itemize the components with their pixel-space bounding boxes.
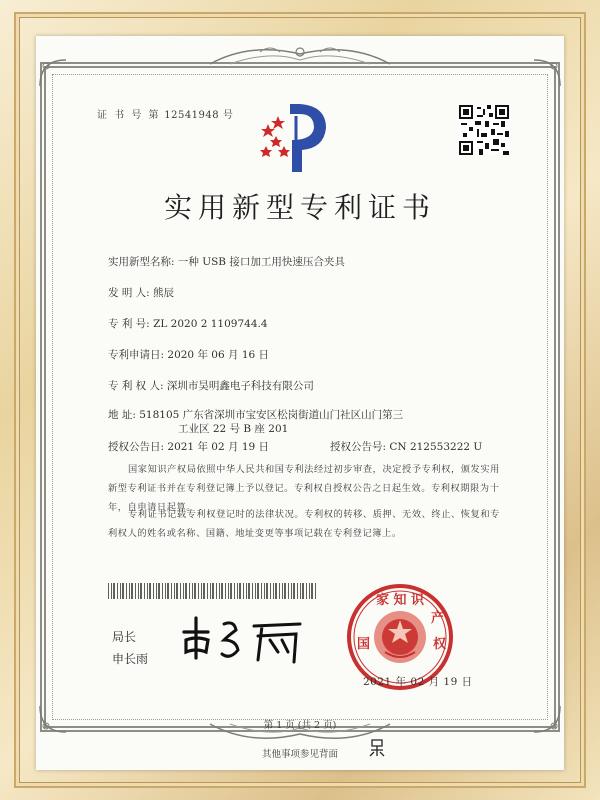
field-label: 专 利 权 人: [108,380,164,392]
grant-date-row [108,439,269,454]
field-label: 专 利 号: [108,318,150,330]
certificate-number: 证 书 号 第 12541948 号 [97,110,234,121]
qr-code-icon [459,105,509,155]
address-row [108,407,403,422]
patent-number-row [108,316,268,331]
address-line-2: 工业区 22 号 B 座 201 [178,423,289,435]
filing-date-row [108,347,269,362]
signature-icon [178,610,308,670]
legal-paragraph-1: 国家知识产权局依照中华人民共和国专利法经过初步审查，决定授予专利权，颁发实用新型专利证书并在专利登记簿上予以登记。专利权自授权公告之日起生效。专利权期限为十年，自申请日起算。 [108,464,500,513]
legal-paragraph-2: 专利证书记载专利权登记时的法律状况。专利权的转移、质押、无效、终止、恢复和专利权人的姓名或名称、国籍、地址变更等事项记载在专利登记簿上。 [108,509,500,539]
page-indicator: 第 1 页 (共 2 页) [263,720,337,731]
handwritten-mark-icon [366,736,388,758]
field-value: 深圳市昊明鑫电子科技有限公司 [166,380,314,392]
svg-text:国: 国 [357,637,371,652]
field-label: 发 明 人: [108,287,150,299]
seal-date: 2021 年 02 月 19 日 [363,676,473,688]
director-title: 局长 [112,630,137,644]
field-label: 授权公告日: [108,441,165,453]
field-value: 518105 广东省深圳市宝安区松岗街道山门社区山门第三 [139,409,404,421]
field-label: 实用新型名称: [108,256,175,268]
inventor-row [108,285,174,300]
field-label: 专利申请日: [108,349,165,361]
field-value: 2020 年 06 月 16 日 [167,349,270,361]
field-value: CN 212553222 U [389,441,483,453]
svg-text:权: 权 [433,637,447,652]
field-label: 地 址: [108,409,136,421]
field-label: 授权公告号: [330,441,387,453]
field-value: 熊辰 [153,287,175,299]
back-note: 其他事项参见背面 [261,749,338,760]
certificate-title: 实用新型专利证书 [163,191,436,224]
patentee-row [108,378,314,393]
field-value: 2021 年 02 月 19 日 [167,441,270,453]
barcode [108,583,318,599]
corner-ornament-icon [530,56,564,90]
director-name: 申长雨 [112,652,149,666]
corner-ornament-icon [36,56,70,90]
field-value: 一种 USB 接口加工用快速压合夹具 [177,256,345,268]
svg-text:产: 产 [431,611,445,626]
top-ornament-icon [200,40,400,70]
svg-text:家 知 识: 家 知 识 [375,593,425,608]
field-value: ZL 2020 2 1109744.4 [153,318,268,330]
publication-number [330,439,482,454]
patent-office-logo-icon [256,96,340,174]
utility-model-name-row [108,254,345,269]
